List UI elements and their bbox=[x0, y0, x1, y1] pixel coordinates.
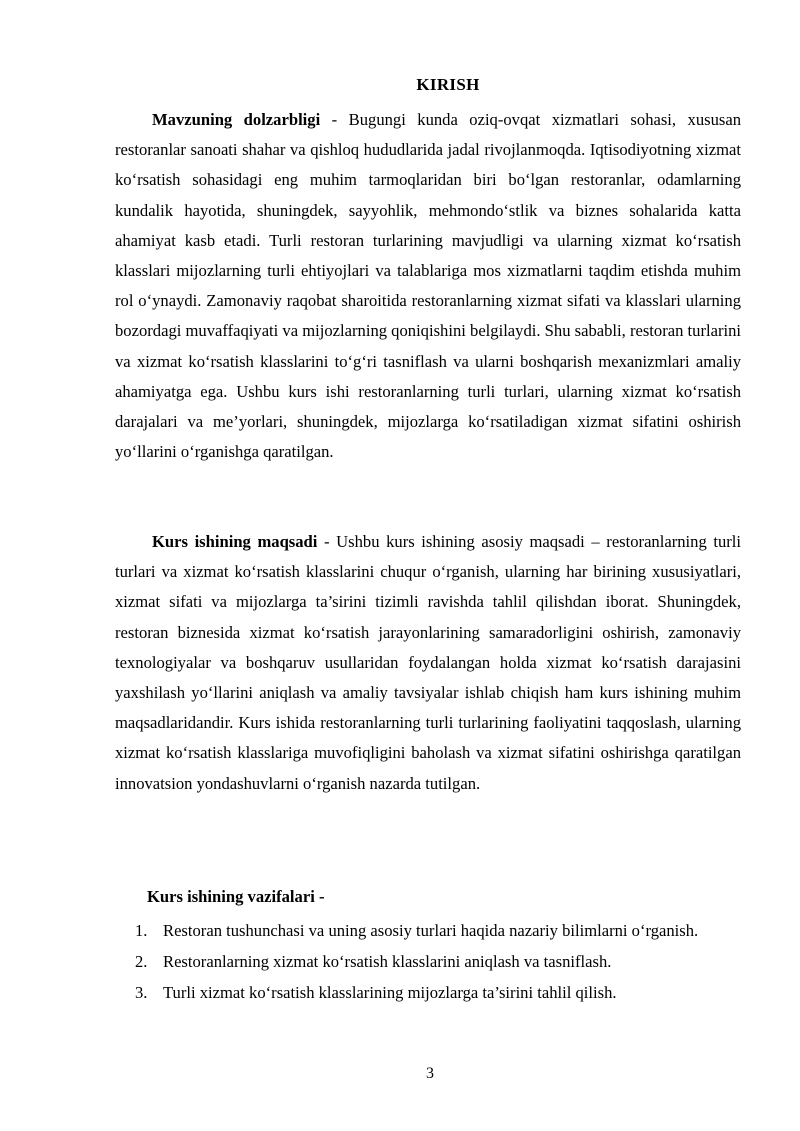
relevance-separator: - bbox=[320, 110, 349, 129]
list-item-number: 3. bbox=[135, 983, 148, 1002]
page-number: 3 bbox=[426, 1065, 434, 1082]
list-item bbox=[135, 915, 741, 946]
list-item-number: 1. bbox=[135, 921, 148, 940]
goal-lead: Kurs ishining maqsadi bbox=[152, 532, 318, 551]
goal-separator: - bbox=[317, 532, 337, 551]
list-item bbox=[135, 946, 741, 977]
relevance-lead: Mavzuning dolzarbligi bbox=[152, 110, 321, 129]
goal-paragraph bbox=[115, 527, 741, 799]
list-item bbox=[135, 977, 741, 1008]
tasks-list bbox=[135, 915, 741, 1008]
relevance-body: Bugungi kunda oziq-ovqat xizmatlari sohasi, xususan restoranlar sanoati shahar va qishloq hududlarida jadal rivojlanmoqda. Iqtisodiyotning xizmat ko‘rsatish sohasidagi eng muhim tarmoqlaridan biri bo‘lgan restoranlar, odamlarning kundalik hayotida, shuningdek, sayyohlik, mehmondo‘stlik va biznes sohalarida katta ahamiyat kasb etadi. Turli restoran turlarining mavjudligi va ularning xizmat ko‘rsatish klasslari mijozlarning turli ehtiyojlari va talablariga mos xizmatlarni taqdim etishda muhim rol o‘ynaydi. Zamonaviy raqobat sharoitida restoranlarning xizmat sifati va klasslari ularning bozordagi muvaffaqiyati va mijozlarning qoniqishini belgilaydi. Shu sababli, restoran turlarini va xizmat ko‘rsatish klasslarini to‘g‘ri tasniflash va ularni boshqarish mexanizmlari amaliy ahamiyatga ega. Ushbu kurs ishi restoranlarning turli turlari, ularning xizmat ko‘rsatish darajalari va me’yorlari, shuningdek, mijozlarga ko‘rsatiladigan xizmat sifatini oshirish yo‘llarini o‘rganishga qaratilgan. bbox=[115, 110, 741, 462]
relevance-paragraph bbox=[115, 105, 741, 467]
list-item-text: Restoran tushunchasi va uning asosiy turlari haqida nazariy bilimlarni o‘rganish. bbox=[163, 921, 699, 940]
list-item-number: 2. bbox=[135, 952, 148, 971]
list-item-text: Restoranlarning xizmat ko‘rsatish klasslarini aniqlash va tasniflash. bbox=[163, 952, 612, 971]
tasks-heading: Kurs ishining vazifalari - bbox=[147, 887, 325, 906]
page-title: KIRISH bbox=[416, 75, 480, 94]
goal-body: Ushbu kurs ishining asosiy maqsadi – restoranlarning turli turlari va xizmat ko‘rsatish klasslarini chuqur o‘rganish, ularning har birining xususiyatlari, xizmat sifati va mijozlarga ta’sirini tizimli ravishda tahlil qilishdan iborat. Shuningdek, restoran biznesida xizmat ko‘rsatish jarayonlarining samaradorligini oshirish, zamonaviy texnologiyalar va boshqaruv usullaridan foydalangan holda xizmat ko‘rsatish darajasini yaxshilash yo‘llarini aniqlash va amaliy tavsiyalar ishlab chiqish ham kurs ishining muhim maqsadlaridandir. Kurs ishida restoranlarning turli turlarining faoliyatini taqqoslash, ularning xizmat ko‘rsatish klasslariga muvofiqligini baholash va xizmat sifatini oshirishga qaratilgan innovatsion yondashuvlarni o‘rganish nazarda tutilgan. bbox=[115, 532, 742, 793]
list-item-text: Turli xizmat ko‘rsatish klasslarining mijozlarga ta’sirini tahlil qilish. bbox=[163, 983, 617, 1002]
